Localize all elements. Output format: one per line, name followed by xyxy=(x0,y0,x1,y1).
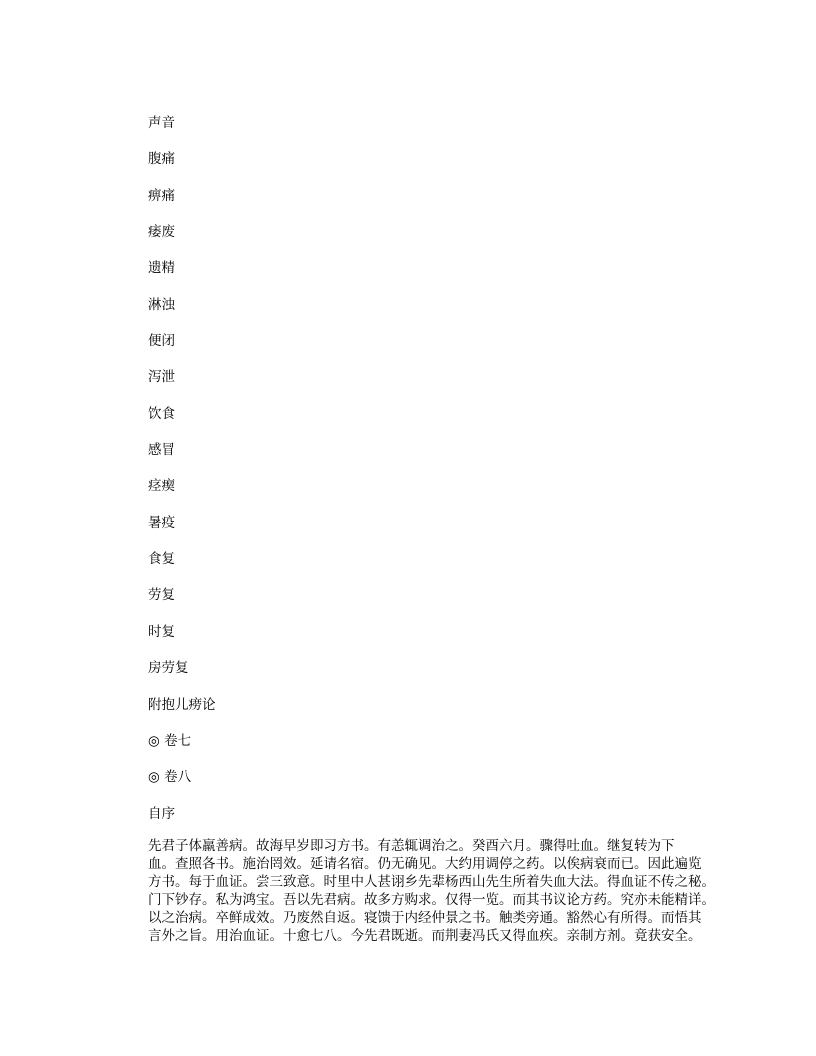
toc-item-volume-7: ◎ 卷七 xyxy=(148,732,192,749)
toc-item: 便闭 xyxy=(148,333,175,350)
toc-item: 声音 xyxy=(148,115,175,131)
toc-item: 暑疫 xyxy=(148,514,175,531)
preface-line: 门下钞存。私为鸿宝。吾以先君病。故多方购求。仅得一览。而其书议论方药。究亦未能精详。 xyxy=(148,892,715,908)
toc-item: 饮食 xyxy=(148,405,175,422)
toc-item: 淋浊 xyxy=(148,296,175,313)
preface-line: 言外之旨。用治血证。十愈七八。今先君既逝。而荆妻冯氏又得血疾。亲制方剂。竟获安全。 xyxy=(148,928,702,944)
toc-item-volume-8: ◎ 卷八 xyxy=(148,769,192,786)
toc-item: 腹痛 xyxy=(148,151,175,168)
toc-item: 房劳复 xyxy=(148,660,189,677)
toc-item-preface: 自序 xyxy=(148,805,175,822)
toc-item: 劳复 xyxy=(148,587,175,604)
toc-item: 感冒 xyxy=(148,442,175,459)
toc-item: 痉瘈 xyxy=(148,478,175,495)
toc-item: 痹痛 xyxy=(148,187,175,204)
toc-item: 附抱儿痨论 xyxy=(148,696,216,713)
toc-item: 痿废 xyxy=(148,224,175,241)
preface-paragraph xyxy=(121,837,715,945)
toc-item: 泻泄 xyxy=(148,369,175,386)
toc-item: 食复 xyxy=(148,551,175,568)
preface-line: 方书。每于血证。尝三致意。时里中人甚诩乡先辈杨西山先生所着失血大法。得血证不传之秘。 xyxy=(148,874,715,890)
toc-item: 遗精 xyxy=(148,260,175,277)
table-of-contents xyxy=(148,113,216,840)
toc-item: 时复 xyxy=(148,623,175,640)
preface-line: 先君子体羸善病。故海早岁即习方书。有恙辄调治之。癸酉六月。骤得吐血。继复转为下 xyxy=(148,838,675,854)
preface-line: 血。查照各书。施治罔效。延请名宿。仍无确见。大约用调停之药。以俟病衰而已。因此遍览 xyxy=(148,856,702,872)
preface-line: 以之治病。卒鲜成效。乃废然自返。寝馈于内经仲景之书。触类旁通。豁然心有所得。而悟其 xyxy=(148,910,702,926)
